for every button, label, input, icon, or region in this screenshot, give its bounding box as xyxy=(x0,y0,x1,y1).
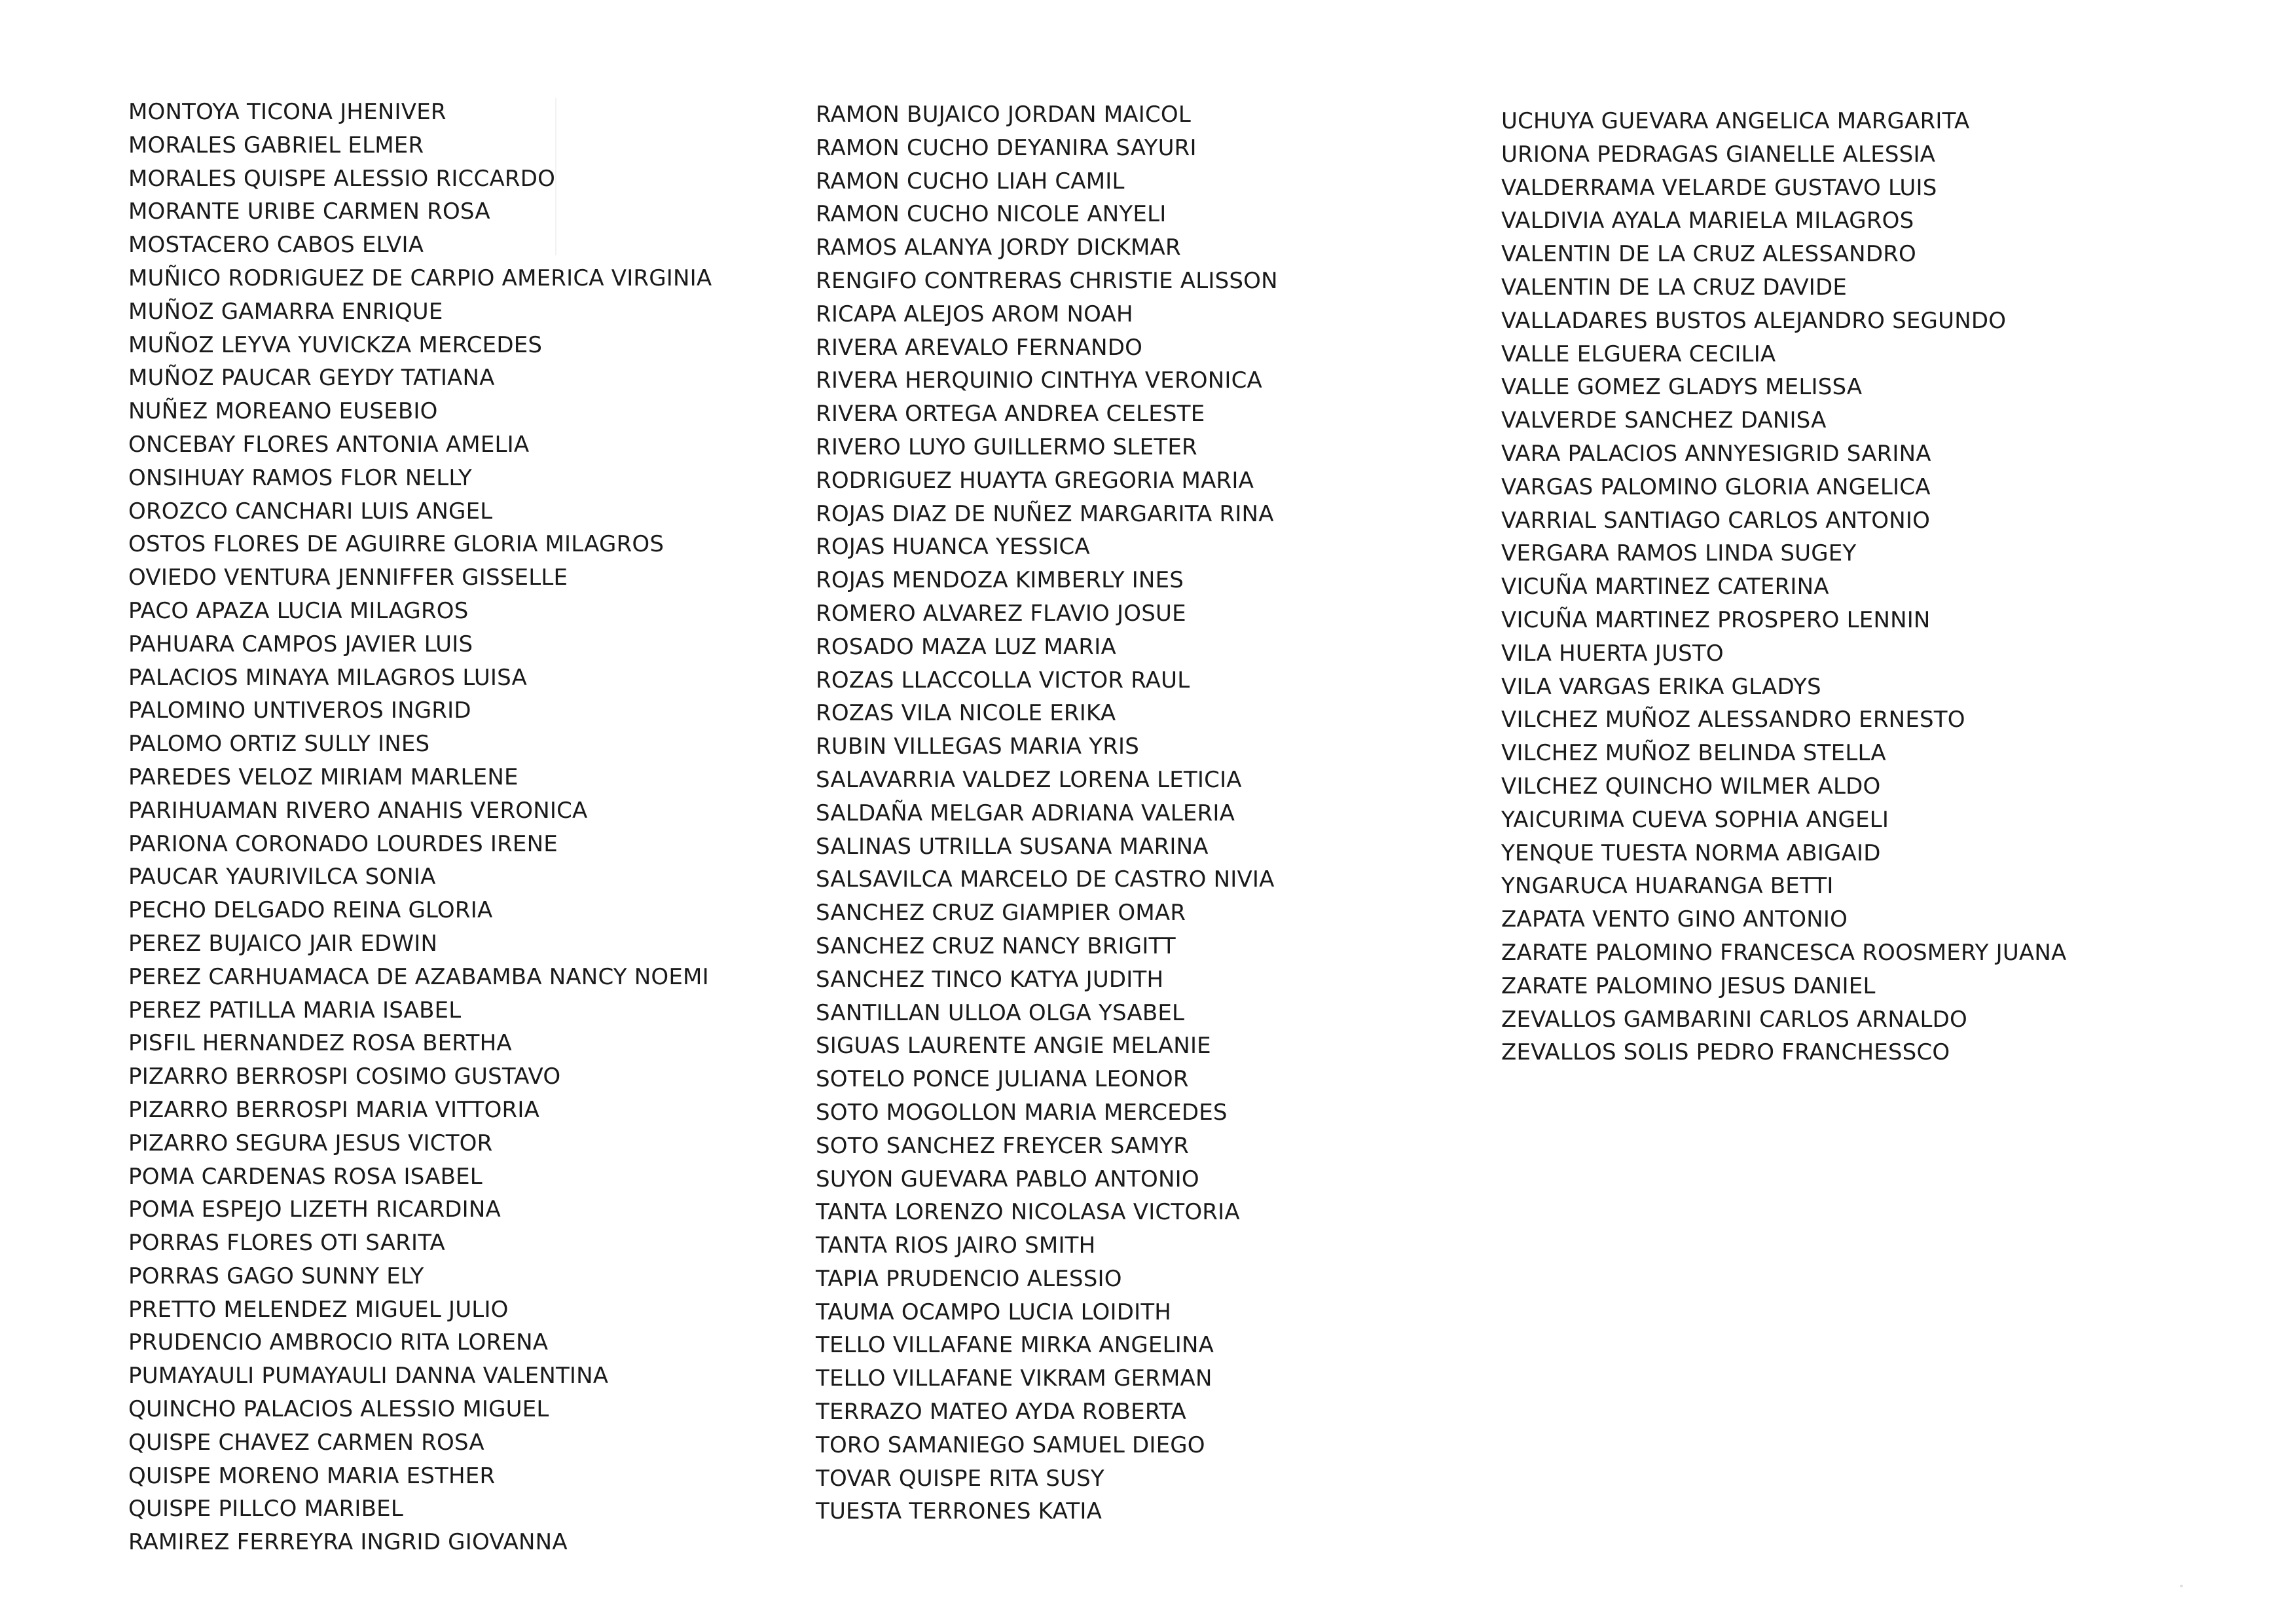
name-entry: VALLE GOMEZ GLADYS MELISSA xyxy=(1501,374,1863,401)
name-column-2 xyxy=(816,98,1278,1528)
name-entry: RODRIGUEZ HUAYTA GREGORIA MARIA xyxy=(816,467,1254,494)
name-entry: NUÑEZ MOREANO EUSEBIO xyxy=(128,398,438,425)
name-entry: RENGIFO CONTRERAS CHRISTIE ALISSON xyxy=(816,267,1278,294)
name-entry: SOTELO PONCE JULIANA LEONOR xyxy=(816,1066,1189,1093)
name-entry: PARIONA CORONADO LOURDES IRENE xyxy=(128,830,558,857)
name-entry: SANCHEZ CRUZ GIAMPIER OMAR xyxy=(816,900,1186,927)
name-entry: MONTOYA TICONA JHENIVER xyxy=(128,99,446,125)
name-entry: PIZARRO SEGURA JESUS VICTOR xyxy=(128,1130,493,1156)
name-entry: QUISPE PILLCO MARIBEL xyxy=(128,1496,403,1522)
name-entry: QUISPE MORENO MARIA ESTHER xyxy=(128,1462,496,1489)
name-entry: SALSAVILCA MARCELO DE CASTRO NIVIA xyxy=(816,866,1275,893)
name-entry: PIZARRO BERROSPI MARIA VITTORIA xyxy=(128,1096,540,1123)
name-entry: TORO SAMANIEGO SAMUEL DIEGO xyxy=(816,1431,1205,1458)
name-entry: MUÑICO RODRIGUEZ DE CARPIO AMERICA VIRGINIA xyxy=(128,265,712,291)
name-entry: TOVAR QUISPE RITA SUSY xyxy=(816,1465,1104,1492)
name-entry: TUESTA TERRONES KATIA xyxy=(816,1498,1102,1525)
name-entry: VALENTIN DE LA CRUZ DAVIDE xyxy=(1501,274,1848,301)
name-entry: RICAPA ALEJOS AROM NOAH xyxy=(816,301,1133,327)
name-entry: PEREZ CARHUAMACA DE AZABAMBA NANCY NOEMI xyxy=(128,963,709,990)
name-entry: VARGAS PALOMINO GLORIA ANGELICA xyxy=(1501,473,1931,500)
name-entry: MUÑOZ GAMARRA ENRIQUE xyxy=(128,298,443,325)
name-entry: PARIHUAMAN RIVERO ANAHIS VERONICA xyxy=(128,797,588,824)
name-entry: SIGUAS LAURENTE ANGIE MELANIE xyxy=(816,1033,1211,1060)
name-entry: ONCEBAY FLORES ANTONIA AMELIA xyxy=(128,431,530,458)
name-entry: VILCHEZ MUÑOZ ALESSANDRO ERNESTO xyxy=(1501,707,1965,733)
name-entry: SUYON GUEVARA PABLO ANTONIO xyxy=(816,1166,1199,1192)
name-entry: VALLADARES BUSTOS ALEJANDRO SEGUNDO xyxy=(1501,307,2007,334)
name-entry: ROJAS MENDOZA KIMBERLY INES xyxy=(816,567,1184,594)
name-entry: MUÑOZ LEYVA YUVICKZA MERCEDES xyxy=(128,331,543,358)
name-entry: URIONA PEDRAGAS GIANELLE ALESSIA xyxy=(1501,141,1936,168)
name-entry: PALOMINO UNTIVEROS INGRID xyxy=(128,697,471,724)
name-entry: OROZCO CANCHARI LUIS ANGEL xyxy=(128,498,493,525)
name-entry: VARA PALACIOS ANNYESIGRID SARINA xyxy=(1501,440,1931,467)
name-entry: PORRAS GAGO SUNNY ELY xyxy=(128,1263,424,1289)
name-entry: PAREDES VELOZ MIRIAM MARLENE xyxy=(128,764,519,790)
name-entry: YENQUE TUESTA NORMA ABIGAID xyxy=(1501,840,1881,866)
name-entry: SALINAS UTRILLA SUSANA MARINA xyxy=(816,833,1209,860)
name-entry: RAMON CUCHO LIAH CAMIL xyxy=(816,168,1125,194)
name-entry: ZEVALLOS GAMBARINI CARLOS ARNALDO xyxy=(1501,1006,1967,1033)
name-entry: QUISPE CHAVEZ CARMEN ROSA xyxy=(128,1429,484,1456)
name-entry: RIVERA HERQUINIO CINTHYA VERONICA xyxy=(816,367,1263,394)
name-entry: YAICURIMA CUEVA SOPHIA ANGELI xyxy=(1501,806,1889,833)
name-entry: VARRIAL SANTIAGO CARLOS ANTONIO xyxy=(1501,507,1931,534)
name-entry: SANTILLAN ULLOA OLGA YSABEL xyxy=(816,999,1185,1026)
name-entry: MORANTE URIBE CARMEN ROSA xyxy=(128,198,490,225)
name-entry: TERRAZO MATEO AYDA ROBERTA xyxy=(816,1399,1186,1426)
name-entry: TELLO VILLAFANE VIKRAM GERMAN xyxy=(816,1365,1212,1392)
name-entry: PALACIOS MINAYA MILAGROS LUISA xyxy=(128,664,528,691)
name-entry: MUÑOZ PAUCAR GEYDY TATIANA xyxy=(128,365,495,392)
name-entry: VILA HUERTA JUSTO xyxy=(1501,640,1724,667)
name-entry: PORRAS FLORES OTI SARITA xyxy=(128,1230,446,1257)
name-entry: PISFIL HERNANDEZ ROSA BERTHA xyxy=(128,1030,512,1057)
name-entry: SANCHEZ CRUZ NANCY BRIGITT xyxy=(816,932,1176,959)
name-entry: SANCHEZ TINCO KATYA JUDITH xyxy=(816,966,1164,993)
name-entry: OVIEDO VENTURA JENNIFFER GISSELLE xyxy=(128,564,568,591)
name-entry: ROSADO MAZA LUZ MARIA xyxy=(816,633,1116,660)
name-entry: TANTA LORENZO NICOLASA VICTORIA xyxy=(816,1199,1240,1226)
name-entry: SALDAÑA MELGAR ADRIANA VALERIA xyxy=(816,800,1235,826)
name-entry: RIVERO LUYO GUILLERMO SLETER xyxy=(816,434,1197,460)
name-entry: PAHUARA CAMPOS JAVIER LUIS xyxy=(128,631,473,657)
name-entry: POMA CARDENAS ROSA ISABEL xyxy=(128,1163,483,1190)
name-entry: RAMON CUCHO DEYANIRA SAYURI xyxy=(816,134,1197,161)
name-entry: MORALES QUISPE ALESSIO RICCARDO xyxy=(128,165,556,192)
name-entry: RIVERA ORTEGA ANDREA CELESTE xyxy=(816,401,1205,428)
name-entry: TAPIA PRUDENCIO ALESSIO xyxy=(816,1265,1122,1292)
name-entry: PIZARRO BERROSPI COSIMO GUSTAVO xyxy=(128,1063,561,1090)
name-entry: RUBIN VILLEGAS MARIA YRIS xyxy=(816,733,1140,760)
name-entry: MOSTACERO CABOS ELVIA xyxy=(128,232,424,259)
name-entry: VALDIVIA AYALA MARIELA MILAGROS xyxy=(1501,208,1914,234)
name-entry: VALLE ELGUERA CECILIA xyxy=(1501,341,1776,367)
name-entry: PUMAYAULI PUMAYAULI DANNA VALENTINA xyxy=(128,1363,609,1390)
name-entry: TANTA RIOS JAIRO SMITH xyxy=(816,1232,1096,1259)
name-entry: TAUMA OCAMPO LUCIA LOIDITH xyxy=(816,1299,1172,1325)
name-entry: PEREZ BUJAICO JAIR EDWIN xyxy=(128,930,438,957)
name-entry: VICUÑA MARTINEZ CATERINA xyxy=(1501,574,1829,600)
name-entry: SOTO SANCHEZ FREYCER SAMYR xyxy=(816,1132,1190,1159)
name-entry: VILCHEZ MUÑOZ BELINDA STELLA xyxy=(1501,740,1886,767)
name-entry: ROZAS VILA NICOLE ERIKA xyxy=(816,700,1116,727)
name-entry: VALENTIN DE LA CRUZ ALESSANDRO xyxy=(1501,241,1916,268)
name-entry: VALVERDE SANCHEZ DANISA xyxy=(1501,407,1827,434)
name-entry: RAMON BUJAICO JORDAN MAICOL xyxy=(816,101,1192,128)
name-entry: ONSIHUAY RAMOS FLOR NELLY xyxy=(128,464,472,491)
name-entry: ROJAS DIAZ DE NUÑEZ MARGARITA RINA xyxy=(816,500,1274,527)
name-entry: PECHO DELGADO REINA GLORIA xyxy=(128,897,493,924)
name-entry: PRETTO MELENDEZ MIGUEL JULIO xyxy=(128,1296,509,1323)
name-entry: PRUDENCIO AMBROCIO RITA LORENA xyxy=(128,1329,549,1356)
name-entry: ROZAS LLACCOLLA VICTOR RAUL xyxy=(816,667,1190,693)
name-column-1 xyxy=(128,96,712,1559)
name-entry: PALOMO ORTIZ SULLY INES xyxy=(128,731,430,758)
name-entry: PAUCAR YAURIVILCA SONIA xyxy=(128,864,436,891)
name-entry: ZAPATA VENTO GINO ANTONIO xyxy=(1501,906,1848,933)
name-entry: YNGARUCA HUARANGA BETTI xyxy=(1501,873,1834,900)
name-entry: RAMIREZ FERREYRA INGRID GIOVANNA xyxy=(128,1529,568,1556)
name-entry: SALAVARRIA VALDEZ LORENA LETICIA xyxy=(816,766,1242,793)
name-entry: UCHUYA GUEVARA ANGELICA MARGARITA xyxy=(1501,108,1970,134)
scan-artifact-dot xyxy=(2180,1585,2183,1587)
name-entry: PACO APAZA LUCIA MILAGROS xyxy=(128,597,469,624)
name-entry: VERGARA RAMOS LINDA SUGEY xyxy=(1501,540,1857,567)
name-entry: ZARATE PALOMINO JESUS DANIEL xyxy=(1501,972,1876,999)
name-entry: OSTOS FLORES DE AGUIRRE GLORIA MILAGROS xyxy=(128,531,665,558)
name-entry: TELLO VILLAFANE MIRKA ANGELINA xyxy=(816,1332,1214,1359)
name-entry: ZARATE PALOMINO FRANCESCA ROOSMERY JUANA xyxy=(1501,939,2067,966)
name-column-3 xyxy=(1501,105,2066,1069)
name-entry: MORALES GABRIEL ELMER xyxy=(128,132,424,158)
name-entry: VALDERRAMA VELARDE GUSTAVO LUIS xyxy=(1501,174,1937,201)
name-entry: VILCHEZ QUINCHO WILMER ALDO xyxy=(1501,773,1881,800)
name-entry: VILA VARGAS ERIKA GLADYS xyxy=(1501,673,1821,700)
name-entry: ZEVALLOS SOLIS PEDRO FRANCHESSCO xyxy=(1501,1039,1950,1066)
name-entry: QUINCHO PALACIOS ALESSIO MIGUEL xyxy=(128,1396,549,1423)
name-entry: SOTO MOGOLLON MARIA MERCEDES xyxy=(816,1099,1228,1126)
name-entry: ROMERO ALVAREZ FLAVIO JOSUE xyxy=(816,600,1186,627)
name-entry: VICUÑA MARTINEZ PROSPERO LENNIN xyxy=(1501,606,1931,633)
name-entry: RAMON CUCHO NICOLE ANYELI xyxy=(816,201,1167,228)
name-entry: POMA ESPEJO LIZETH RICARDINA xyxy=(128,1196,501,1223)
name-entry: ROJAS HUANCA YESSICA xyxy=(816,534,1090,561)
name-entry: RAMOS ALANYA JORDY DICKMAR xyxy=(816,234,1181,261)
name-entry: PEREZ PATILLA MARIA ISABEL xyxy=(128,997,462,1024)
name-entry: RIVERA AREVALO FERNANDO xyxy=(816,334,1143,361)
